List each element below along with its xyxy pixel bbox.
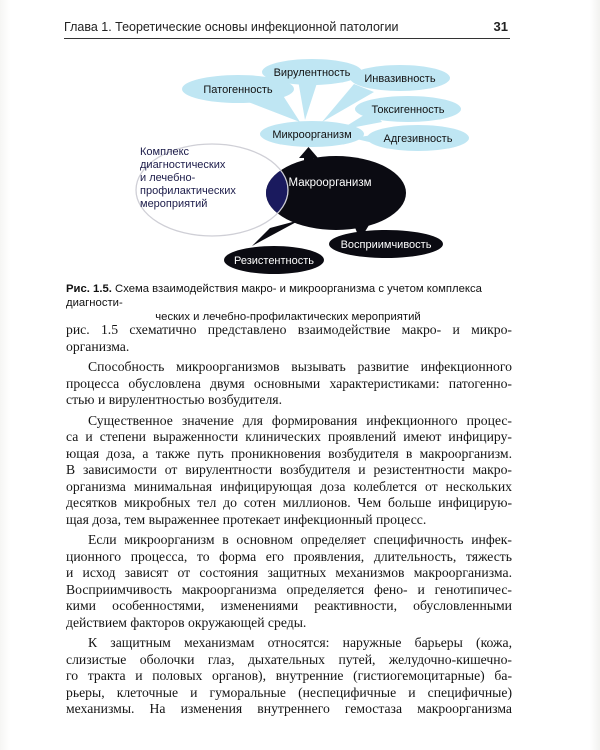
- text-line: К защитным механизмам относятся: наружные барьеры (кожа,: [88, 635, 512, 650]
- text-line: ционного процесса, то форма его проявления, длительность, тяжесть: [66, 548, 512, 564]
- label-patogennost: Патогенность: [203, 84, 273, 96]
- paragraph-4: [66, 532, 512, 631]
- label-invazivnost: Инвазивность: [364, 73, 436, 85]
- paragraph-3: [66, 413, 512, 529]
- text-line: Если микроорганизм в основном определяет специфичность инфек-: [88, 532, 512, 547]
- complex-line-4: профилактических: [140, 185, 236, 197]
- body-text: [66, 322, 512, 722]
- text-line: щая доза, тем выраженнее протекает инфекционный процесс.: [66, 511, 427, 527]
- text-line: рьеры, клеточные и гуморальные (неспецифичные и специфичные): [66, 684, 512, 700]
- label-virulentnost: Вирулентность: [273, 67, 351, 79]
- text-line: го тракта и половых органов), внутренние (гистиогемоцитарные) ба-: [66, 668, 512, 683]
- bubble-tail-virulentnost: [298, 80, 318, 120]
- text-line: десятков микробных тел до сотен миллионов. Чем больше инфицирую-: [66, 495, 512, 510]
- complex-line-2: диагностических: [140, 159, 226, 171]
- label-vospriimchivost: Восприимчивость: [340, 239, 432, 251]
- caption-label: Рис. 1.5.: [66, 283, 112, 295]
- text-line: организма минимальная инфицирующая доза колеблется от нескольких: [66, 478, 512, 494]
- paragraph-1: [66, 322, 512, 355]
- text-line: организма.: [66, 338, 130, 354]
- text-line: и исход зависят от состояния защитных механизмов макроорганизма.: [66, 565, 512, 580]
- running-header: [64, 18, 508, 36]
- text-line: са и степени выраженности клинических проявлений имеют инфициру-: [66, 429, 512, 444]
- text-line: Восприимчивость макроорганизма определяется фено- и генотипичес-: [66, 581, 512, 597]
- bubble-tail-rezistentnost: [252, 220, 300, 246]
- text-line: механизмы. На изменения внутреннего гемостаза макроорганизма: [66, 701, 512, 716]
- text-line: Способность микроорганизмов вызывать развитие инфекционного: [88, 359, 512, 374]
- complex-line-1: Комплекс: [140, 146, 190, 158]
- paragraph-2: [66, 359, 512, 409]
- label-adgezivnost: Адгезивность: [383, 133, 453, 145]
- text-line: ющая доза, а также путь проникновения возбудителя в макроорганизм.: [66, 445, 512, 461]
- page-number: 31: [493, 19, 508, 34]
- header-rule: [64, 38, 510, 39]
- chapter-title: Глава 1. Теоретические основы инфекционной патологии: [64, 20, 399, 34]
- text-line: слизистые оболочки глаз, дыхательных путей, желудочно-кишечно-: [66, 651, 512, 667]
- text-line: стью и вирулентностью возбудителя.: [66, 392, 282, 407]
- text-line: рис. 1.5 схематично представлено взаимодействие макро- и микро-: [66, 322, 512, 337]
- text-line: процесса обусловлена двумя основными характеристиками: патогенно-: [66, 375, 512, 391]
- label-mikroorganizm: Микроорганизм: [272, 129, 352, 141]
- text-line: Существенное значение для формирования инфекционного процес-: [88, 412, 512, 428]
- interaction-diagram: [0, 50, 600, 276]
- complex-line-3: и лечебно-: [140, 172, 196, 184]
- text-line: кими особенностями, изменениями реактивности, обусловленными: [66, 598, 512, 613]
- caption-line-1: Схема взаимодействия макро- и микроорганизма с учетом комплекса диагности-: [66, 283, 482, 309]
- complex-line-5: мероприятий: [140, 198, 208, 210]
- label-rezistentnost: Резистентность: [233, 255, 315, 267]
- label-toksigennost: Токсигенность: [371, 104, 445, 116]
- label-makroorganizm: Макроорганизм: [288, 177, 372, 189]
- figure-caption: [66, 282, 510, 324]
- caption-line-2: ческих и лечебно-профилактических мероприятий: [155, 311, 421, 323]
- text-line: действием факторов окружающей среды.: [66, 614, 307, 630]
- text-line: В зависимости от вирулентности возбудителя и резистентности макро-: [66, 462, 512, 477]
- paragraph-5: [66, 635, 512, 718]
